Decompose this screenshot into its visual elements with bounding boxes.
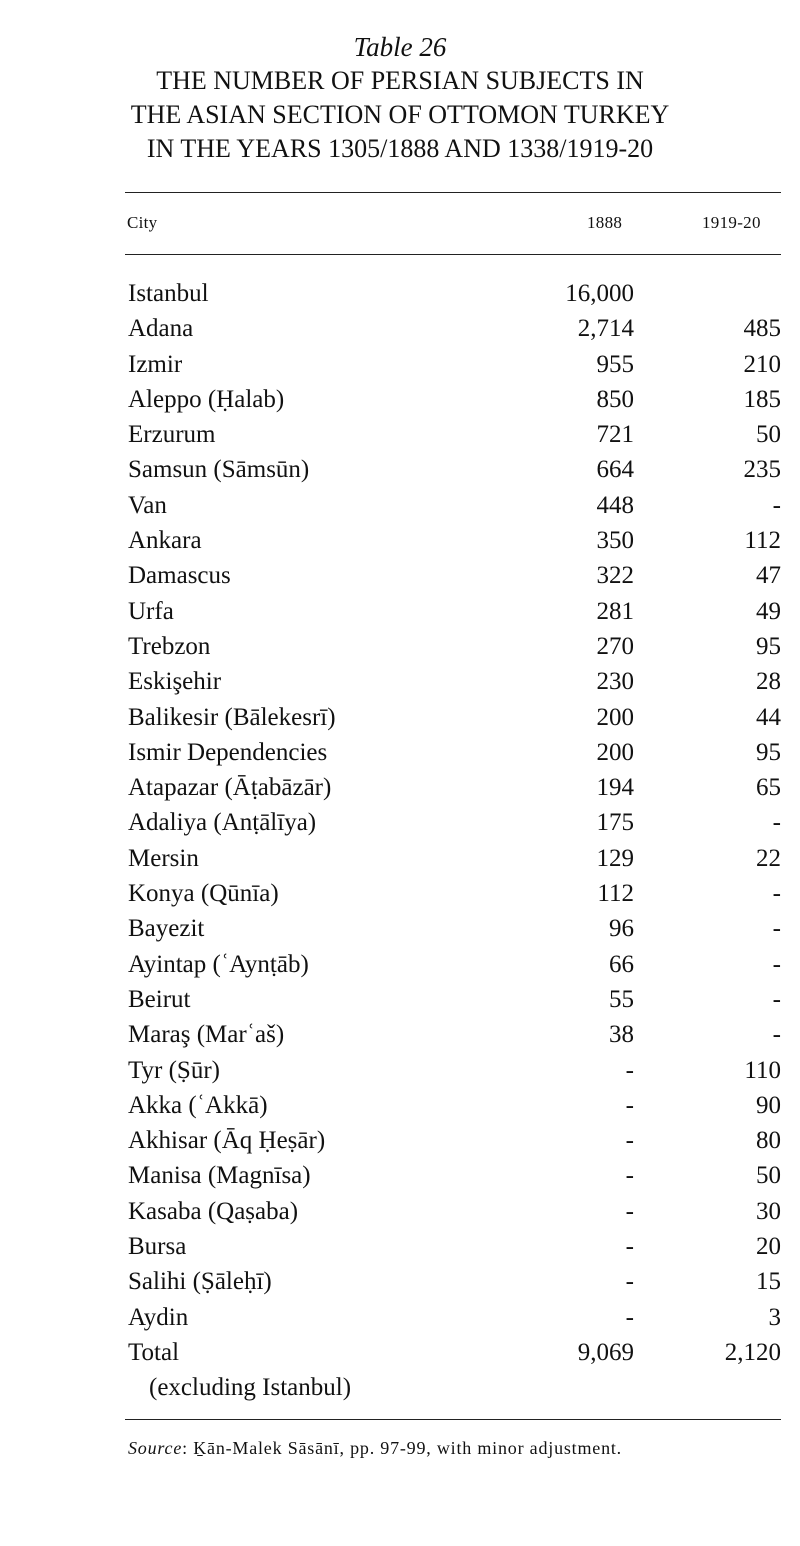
- value-1888: 96: [609, 915, 634, 943]
- value-1919-20: -: [772, 915, 781, 943]
- city-name: Manisa (Magnīsa): [128, 1162, 311, 1190]
- city-name: Balikesir (Bālekesrī): [128, 703, 336, 731]
- table-row: [125, 911, 781, 946]
- source-text: : Ḵān-Malek Sāsānī, pp. 97-99, with minor adjustment.: [182, 1438, 622, 1458]
- value-1888: 16,000: [565, 280, 634, 307]
- city-name: Urfa: [128, 597, 174, 625]
- value-1919-20: 95: [756, 738, 781, 766]
- table-row: [125, 347, 781, 382]
- value-1919-20: 210: [743, 350, 781, 378]
- value-1919-20: 185: [743, 385, 781, 413]
- city-name: Salihi (Ṣāleḥī): [128, 1268, 272, 1296]
- value-1888: 850: [596, 385, 634, 413]
- value-1888: 129: [596, 844, 634, 872]
- city-name: Van: [128, 491, 167, 519]
- table-row: [125, 594, 781, 629]
- table-row: [125, 488, 781, 523]
- value-1888: 270: [596, 632, 634, 660]
- city-name: Kasaba (Qaṣaba): [128, 1197, 299, 1225]
- value-1919-20: 3: [768, 1303, 781, 1331]
- value-1919-20: 65: [756, 774, 781, 802]
- value-1919-20: -: [772, 1021, 781, 1049]
- value-1888: 664: [596, 456, 634, 484]
- table-row: [125, 1088, 781, 1123]
- city-name: Erzurum: [128, 421, 216, 449]
- table-row: [125, 735, 781, 770]
- source-label: Source: [128, 1438, 183, 1458]
- city-name: Ismir Dependencies: [128, 738, 328, 766]
- value-1919-20: -: [772, 809, 781, 837]
- total-row: [125, 1335, 781, 1401]
- city-name: Trebzon: [128, 632, 211, 660]
- source-note: [128, 1438, 622, 1459]
- city-name: Maraş (Marʿaš): [128, 1021, 285, 1049]
- table-row: [125, 523, 781, 558]
- city-name: Bursa: [128, 1233, 187, 1261]
- table-row: [125, 276, 781, 311]
- table-row: [125, 558, 781, 593]
- value-1919-20: 22: [756, 844, 781, 872]
- table-row: [125, 311, 781, 346]
- table-row: [125, 1229, 781, 1264]
- value-1919-20: 110: [744, 1056, 781, 1084]
- value-1919-20: -: [772, 491, 781, 519]
- table-row: [125, 805, 781, 840]
- column-header-1919-20: 1919-20: [702, 213, 761, 232]
- table-row: [125, 1194, 781, 1229]
- city-name: Ayintap (ʿAynṭāb): [128, 950, 309, 978]
- city-name: Damascus: [128, 562, 231, 590]
- value-1919-20: 30: [756, 1197, 781, 1225]
- table-row: [125, 664, 781, 699]
- total-1919-20: 2,120: [724, 1338, 781, 1366]
- top-rule: [125, 192, 781, 193]
- value-1888: 66: [609, 950, 634, 978]
- value-1888: -: [625, 1233, 634, 1261]
- table-row: [125, 1300, 781, 1335]
- value-1919-20: 47: [756, 562, 781, 590]
- value-1888: 38: [609, 1021, 634, 1049]
- value-1888: -: [625, 1303, 634, 1331]
- value-1919-20: 90: [756, 1091, 781, 1119]
- column-header-city: City: [127, 213, 158, 232]
- value-1888: 721: [596, 421, 634, 449]
- table-body: [125, 276, 781, 1401]
- table-row: [125, 417, 781, 452]
- value-1888: 175: [596, 809, 634, 837]
- table-row: [125, 1264, 781, 1299]
- city-name: Eskişehir: [128, 668, 222, 696]
- city-name: Akka (ʿAkkā): [128, 1091, 268, 1119]
- table-row: [125, 1053, 781, 1088]
- value-1919-20: 485: [743, 315, 781, 343]
- value-1888: -: [625, 1197, 634, 1225]
- table-caption: [0, 30, 800, 166]
- value-1888: 955: [596, 350, 634, 378]
- table-row: [125, 947, 781, 982]
- table-row: [125, 382, 781, 417]
- table-title-line: THE ASIAN SECTION OF OTTOMON TURKEY: [130, 100, 670, 129]
- value-1919-20: 95: [756, 632, 781, 660]
- table-row: [125, 770, 781, 805]
- table-row: [125, 629, 781, 664]
- value-1888: -: [625, 1127, 634, 1155]
- city-name: Aydin: [128, 1303, 189, 1331]
- value-1919-20: 49: [756, 597, 781, 625]
- table-row: [125, 1017, 781, 1052]
- value-1888: 448: [596, 491, 634, 519]
- total-sublabel: (excluding Istanbul): [149, 1373, 352, 1401]
- value-1919-20: 28: [756, 668, 781, 696]
- city-name: Izmir: [128, 350, 183, 378]
- city-name: Mersin: [128, 844, 199, 872]
- table-title-line: THE NUMBER OF PERSIAN SUBJECTS IN: [156, 66, 644, 95]
- table-title-line: IN THE YEARS 1305/1888 AND 1338/1919-20: [146, 134, 654, 163]
- city-name: Aleppo (Ḥalab): [128, 385, 285, 413]
- value-1888: 230: [596, 668, 634, 696]
- city-name: Akhisar (Āq Ḥeṣār): [128, 1127, 326, 1155]
- value-1888: 2,714: [577, 315, 634, 343]
- table-row: [125, 700, 781, 735]
- city-name: Adaliya (Anṭālīya): [128, 809, 317, 837]
- table-row: [125, 876, 781, 911]
- value-1888: -: [625, 1268, 634, 1296]
- value-1919-20: 15: [756, 1268, 781, 1296]
- city-name: Atapazar (Āṭabāzār): [128, 774, 332, 802]
- table-row: [125, 1158, 781, 1193]
- city-name: Samsun (Sāmsūn): [128, 456, 310, 484]
- header-rule: [125, 254, 781, 255]
- city-name: Konya (Qūnīa): [128, 880, 279, 908]
- value-1888: 55: [609, 985, 634, 1013]
- value-1919-20: 235: [743, 456, 781, 484]
- city-name: Tyr (Ṣūr): [128, 1056, 220, 1084]
- table-row: [125, 1123, 781, 1158]
- column-header-1888: 1888: [587, 213, 623, 232]
- table-row: [125, 841, 781, 876]
- city-name: Ankara: [128, 527, 202, 555]
- city-name: Bayezit: [128, 915, 205, 943]
- city-name: Adana: [128, 315, 194, 343]
- value-1919-20: 44: [756, 703, 781, 731]
- city-name: Istanbul: [128, 280, 209, 307]
- city-name: Beirut: [128, 985, 191, 1013]
- value-1888: 200: [596, 738, 634, 766]
- table-row: [125, 452, 781, 487]
- value-1919-20: -: [772, 950, 781, 978]
- value-1888: -: [625, 1091, 634, 1119]
- value-1888: 281: [596, 597, 634, 625]
- value-1919-20: -: [772, 880, 781, 908]
- value-1888: 350: [596, 527, 634, 555]
- total-1888: 9,069: [577, 1338, 634, 1366]
- total-label: Total: [128, 1338, 180, 1366]
- value-1888: -: [625, 1056, 634, 1084]
- value-1919-20: 112: [744, 527, 781, 555]
- value-1888: 112: [597, 880, 634, 908]
- value-1888: 322: [596, 562, 634, 590]
- value-1919-20: 50: [756, 1162, 781, 1190]
- bottom-rule: [125, 1419, 781, 1420]
- value-1919-20: 80: [756, 1127, 781, 1155]
- value-1919-20: 50: [756, 421, 781, 449]
- value-1919-20: -: [772, 985, 781, 1013]
- value-1888: 194: [596, 774, 634, 802]
- value-1919-20: 20: [756, 1233, 781, 1261]
- table-row: [125, 982, 781, 1017]
- value-1888: 200: [596, 703, 634, 731]
- value-1888: -: [625, 1162, 634, 1190]
- table-number: Table 26: [353, 32, 447, 62]
